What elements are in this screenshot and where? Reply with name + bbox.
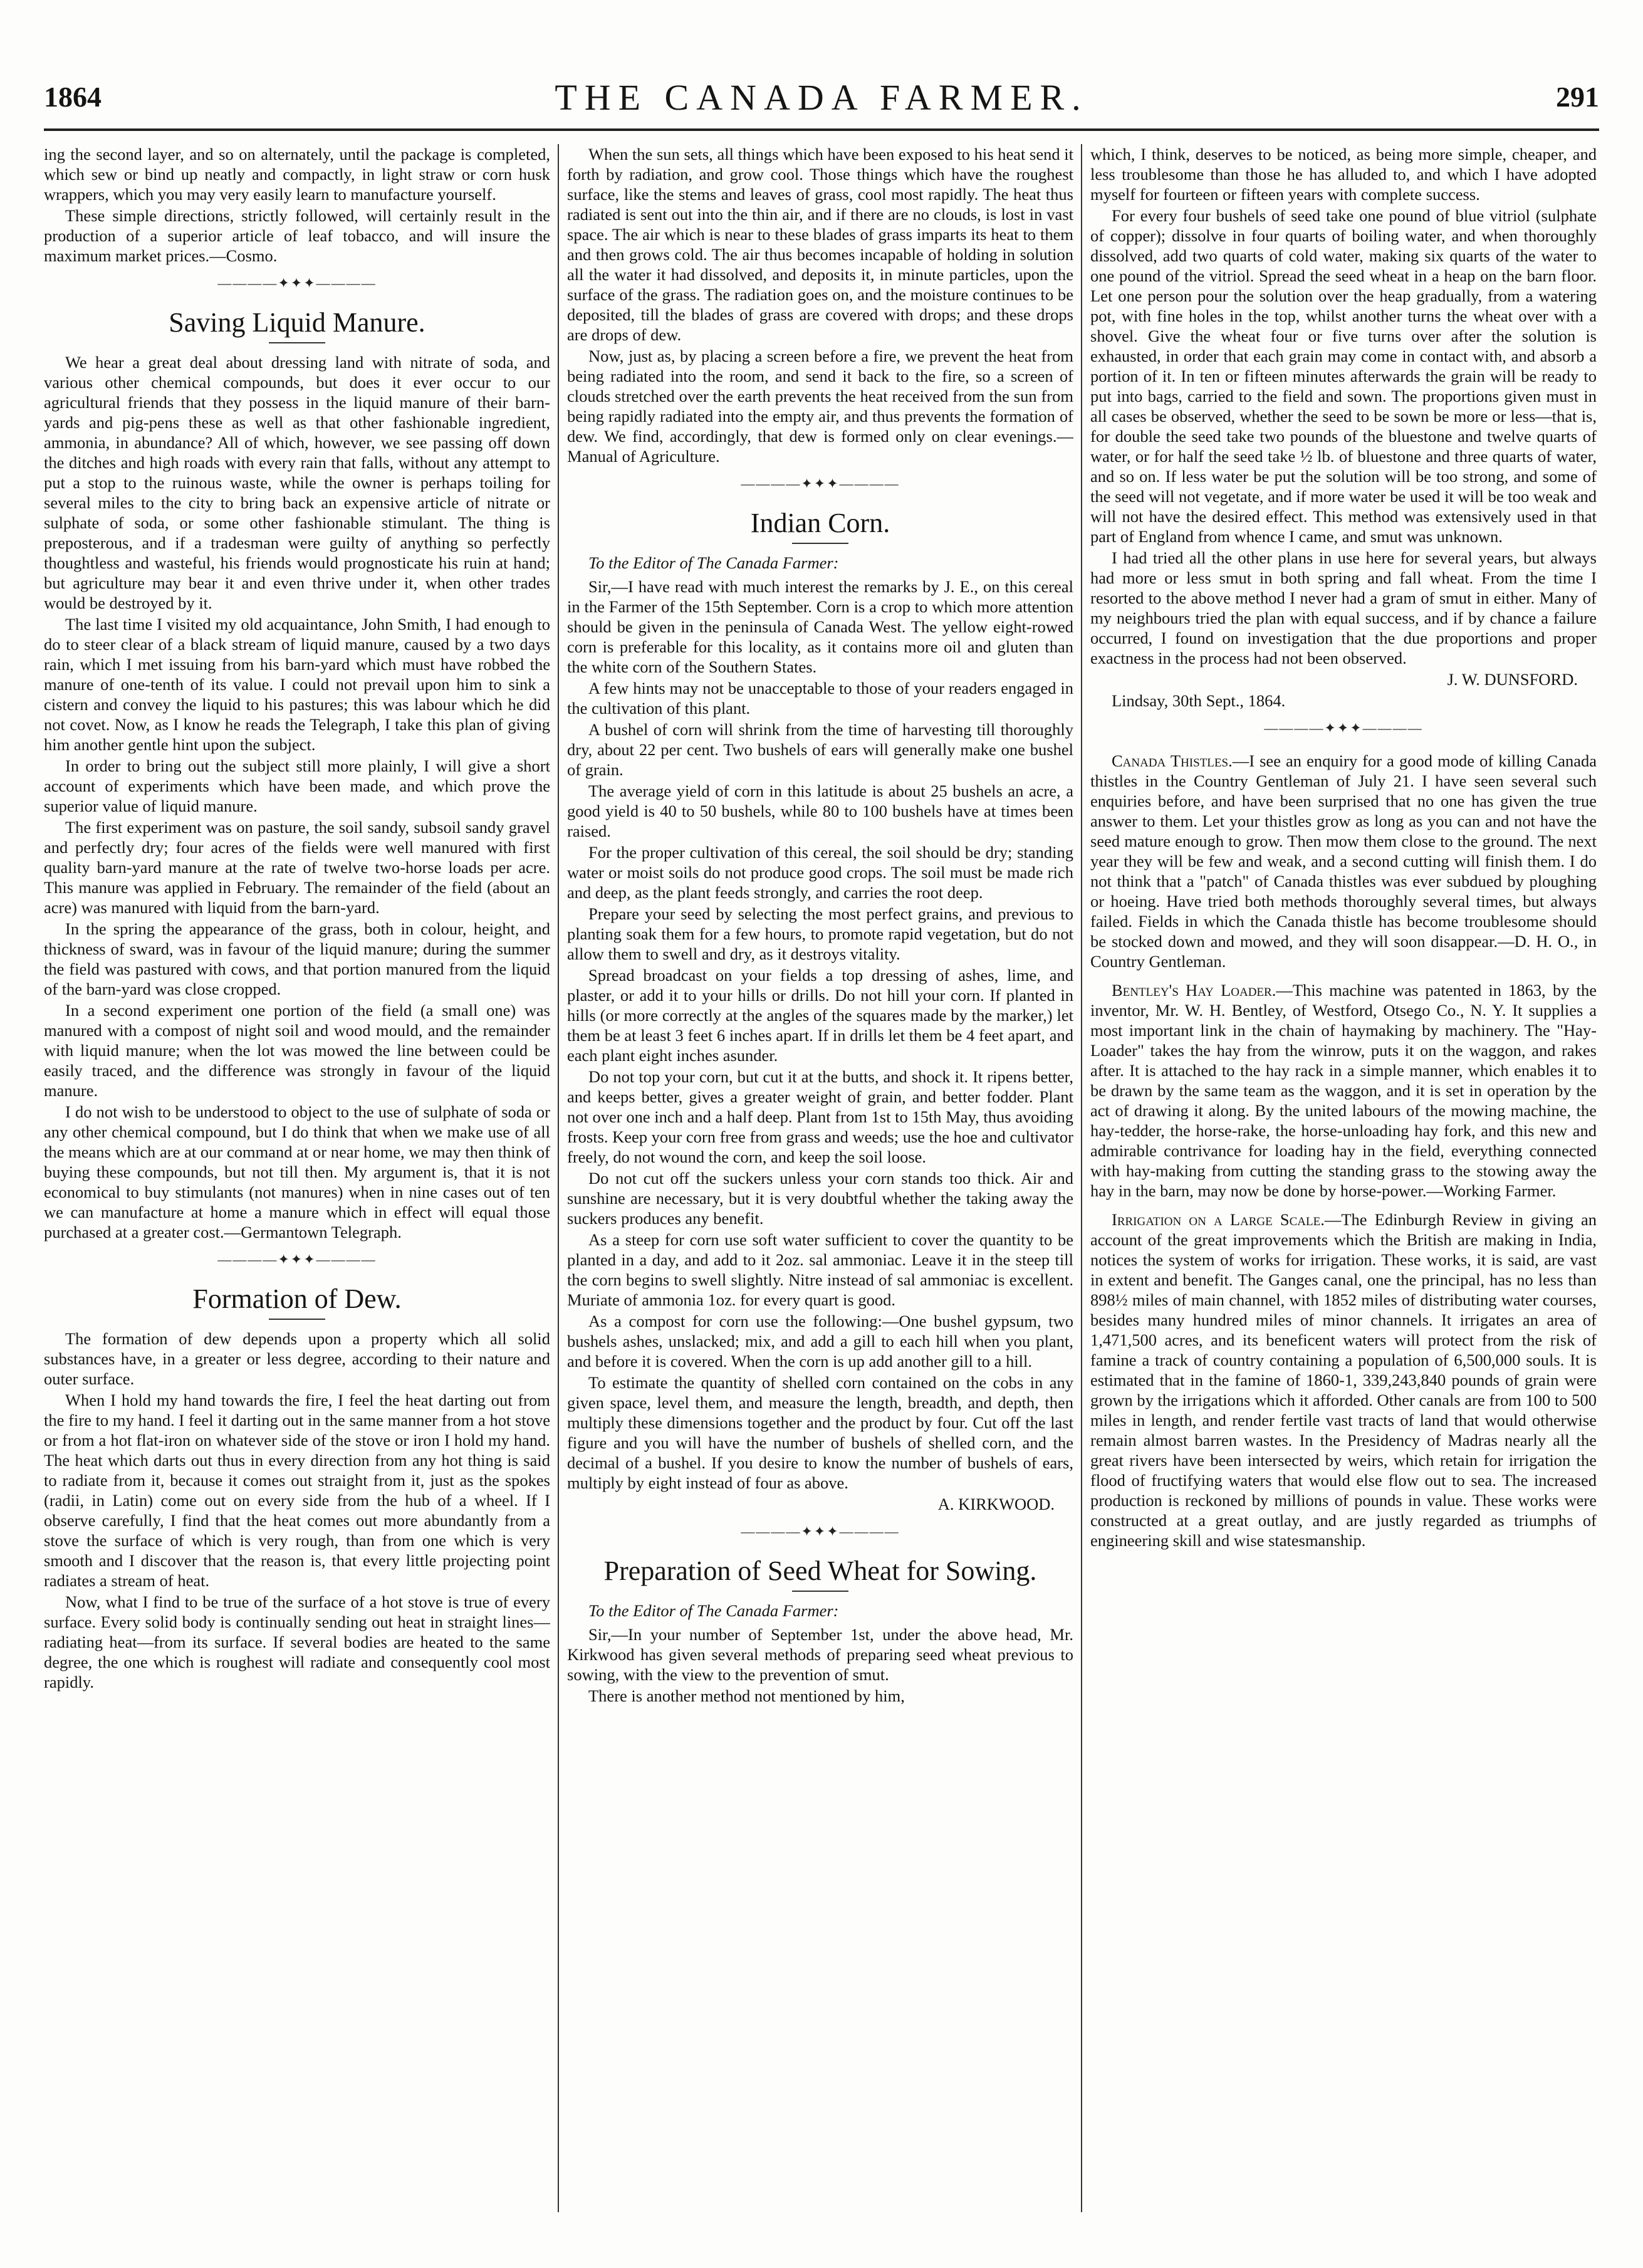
masthead-title: THE CANADA FARMER. (555, 77, 1088, 118)
column-2 (567, 144, 1073, 2231)
news-item-paragraph (1090, 1210, 1597, 1550)
news-item-hay-loader (1090, 980, 1597, 1201)
section-ornament: ――――✦✦✦―――― (741, 1523, 900, 1539)
paragraph: I had tried all the other plans in use here for several years, but always had more or less smut in both spring and fall wheat. From the time I resorted to the above method I never had a gram of smut in either. Many of my neighbours tried the plan with equal success, and if by chance a failure occurred, I found on investigation that the due proportions and proper exactness in the process had not been observed. (1090, 548, 1597, 667)
page-header (44, 74, 1599, 124)
article-heading: Saving Liquid Manure. (169, 307, 425, 338)
news-item-irrigation (1090, 1210, 1597, 1550)
column-divider (1081, 144, 1082, 2212)
paragraph: Prepare your seed by selecting the most perfect grains, and previous to planting soak them for a few hours, to promote rapid vegetation, but do not allow them to swell and dry, as it destroys vitality. (567, 904, 1073, 963)
section-ornament: ――――✦✦✦―――― (1264, 720, 1423, 736)
dew-article (44, 1329, 550, 1692)
news-item-text: —This machine was patented in 1863, by the inventor, Mr. W. H. Bentley, of Westford, Otsego Co., N. Y. It supplies a most important link in the chain of haymaking by machinery. The "Hay-Loader" takes the hay from the winrow, puts it on the waggon, and rakes after. It is attached to the hay rack in a simple manner, which enables it to be drawn by the same team as the waggon, and it is set in operation by the act of drawing it along. By the united labours of the mowing machine, the hay-tedder, the horse-rake, the horse-unloading hay fork, and this new and admirable contrivance for loading hay in the field, everything connected with hay-making from cutting the standing grass to the stowing away the hay in the barn, may now be done by horse-power.—Working Farmer. (1090, 981, 1597, 1200)
paragraph: For every four bushels of seed take one pound of blue vitriol (sulphate of copper); dissolve in four quarts of boiling water, and when thoroughly dissolved, add two quarts of cold water, making six quarts of the water to one pound of the vitriol. Spread the seed wheat in a heap on the barn floor. Let one person pour the solution over the heap gradually, from a watering pot, with fine holes in the top, whilst another turns the wheat over with a shovel. Give the wheat four or five turns over after the solution is exhausted, in order that each grain may come in contact with, and absorb a portion of it. In ten or fifteen minutes afterwards the grain will be ready to put into bags, carried to the field and sown. The proportions given must in all cases be observed, whether the seed to be sown be more or less—that is, for double the seed take two pounds of the bluestone and twelve quarts of water, or for half the seed take ½ lb. of bluestone and three quarts of water, and so on. If less water be put the solution will be too strong, and some of the seed will not vegetate, and if more water be used it will be too weak and will not have the desired effect. This method was extensively used in that part of England from whence I came, and smut was unknown. (1090, 206, 1597, 546)
paragraph: As a compost for corn use the following:—One bushel gypsum, two bushels ashes, unslacked; mix, and add a gill to each hill when you plant, and before it is covered. When the corn is up add another gill to a hill. (567, 1312, 1073, 1371)
letter-salutation: To the Editor of The Canada Farmer: (588, 553, 839, 572)
heading-rule (792, 543, 848, 544)
paragraph: There is another method not mentioned by him, (588, 1686, 905, 1705)
news-item-lead: Canada Thistles. (1112, 751, 1233, 770)
paragraph: ing the second layer, and so on alternately, until the package is completed, which sew or bind up neatly and compactly, in light straw or corn husk wrappers, which you may very easily learn to manufacture yourself. (44, 145, 550, 204)
column-3 (1090, 144, 1597, 2231)
paragraph: Spread broadcast on your fields a top dressing of ashes, lime, and plaster, or add it to your hills or drills. Do not hill your corn. If planted in hills (or more correctly at the angles of the squares made by the marker,) let them be at least 3 feet 6 inches apart. If in drills let them be 4 feet apart, and each plant eight inches asunder. (567, 966, 1073, 1065)
heading-rule (269, 342, 325, 343)
paragraph: In the spring the appearance of the grass, both in colour, height, and thickness of sward, was in favour of the liquid manure; during the summer the field was pastured with cows, and that portion manured from the liquid of the barn-yard was close cropped. (44, 919, 550, 998)
paragraph: In order to bring out the subject still more plainly, I will give a short account of experiments which have been made, and which prove the superior value of liquid manure. (44, 756, 550, 815)
heading-rule (792, 1591, 848, 1592)
article-heading: Preparation of Seed Wheat for Sowing. (603, 1555, 1037, 1586)
page-number: 291 (1556, 81, 1599, 113)
paragraph: Sir,—I have read with much interest the remarks by J. E., on this cereal in the Farmer of the 15th September. Corn is a crop to which more attention should be given in the peninsula of Canada West. The yellow eight-rowed corn is preferable for this locality, as it contains more oil and gluten than the white corn of the Southern States. (567, 577, 1073, 676)
header-rule (44, 128, 1599, 131)
indian-corn-article (567, 577, 1073, 1514)
paragraph: We hear a great deal about dressing land with nitrate of soda, and various other chemical compounds, but does it ever occur to our agricultural friends that they possess in the liquid manure of their barn-yards and pig-pens these as well as that other fashionable ingredient, ammonia, in abundance? All of which, however, we see passing off down the ditches and high roads with every rain that falls, without any attempt to put a stop to the ruinous waste, while the owner is perhaps toiling for several miles to the city to bring back an expensive article of nitrate or sulphate of soda, or some other fashionable stimulant. The thing is preposterous, and if a tradesman were guilty of anything so perfectly thoughtless and wasteful, his friends would prognosticate his ruin at hand; but agriculture may bear it and even thrive under it, when other trades would be destroyed by it. (44, 353, 550, 612)
paragraph: As a steep for corn use soft water sufficient to cover the quantity to be planted in a day, and add to it 2oz. sal ammoniac. Leave it in the steep till the corn begins to swell slightly. Nitre instead of sal ammoniac is excellent. Muriate of ammonia 1oz. for every quart is good. (567, 1230, 1073, 1309)
paragraph: The formation of dew depends upon a property which all solid substances have, in a greater or less degree, according to their nature and outer surface. (44, 1329, 550, 1388)
paragraph: Now, just as, by placing a screen before a fire, we prevent the heat from being radiated into the room, and send it back to the fire, so a screen of clouds stretched over the earth prevents the heat received from the sun from being rapidly radiated into the empty air, and thus prevents the formation of dew. We find, accordingly, that dew is formed only on clear evenings.—Manual of Agriculture. (567, 347, 1073, 466)
news-item-lead: Irrigation on a Large Scale. (1112, 1210, 1325, 1229)
paragraph: I do not wish to be understood to object to the use of sulphate of soda or any other chemical compound, but I do think that when we make use of all the means which are at our command at or near home, we may then think of buying these compounds, but not till then. My argument is, that it is not economical to buy stimulants (not manures) when in nine cases out of ten we can manufacture at home a manure which in effect will equal those purchased at a greater cost.—Germantown Telegraph. (44, 1102, 550, 1241)
author-signature: J. W. DUNSFORD. (1447, 670, 1578, 689)
liquid-manure-article (44, 352, 550, 1242)
dew-article-continued (567, 144, 1073, 466)
section-ornament: ――――✦✦✦―――― (741, 476, 900, 491)
paragraph: Now, what I find to be true of the surface of a hot stove is true of every surface. Every solid body is continually sending out heat in straight lines—radiating heat—from its surface. If several bodies are heated to the same degree, the one which is roughest will radiate and consequently cool most rapidly. (44, 1592, 550, 1691)
paragraph: These simple directions, strictly followed, will certainly result in the production of a superior article of leaf tobacco, and will insure the maximum market prices.—Cosmo. (44, 206, 550, 265)
news-item-paragraph (1090, 751, 1597, 971)
paragraph: A bushel of corn will shrink from the time of harvesting till thoroughly dry, about 22 per cent. Two bushels of ears will generally make one bushel of grain. (567, 720, 1073, 779)
news-item-text: —I see an enquiry for a good mode of killing Canada thistles in the Country Gentleman of July 21. I have seen several such enquiries before, and have been surprised that no one has given the true answer to them. Let your thistles grow as long as you can and not have the seed mature enough to grow. Then mow them close to the ground. The next year they will be few and weak, and a second cutting will finish them. I do not think that a "patch" of Canada thistles was ever subdued by ploughing or hoeing. Have tried both methods thoroughly several times, but always failed. Fields in which the Canada thistle has become troublesome should be stocked down and mowed, and they will soon disappear.—D. H. O., in Country Gentleman. (1090, 751, 1597, 971)
news-item-text: —The Edinburgh Review in giving an account of the great improvements which the British are making in India, notices the system of works for irrigation. These works, it is said, are vast in extent and benefit. The Ganges canal, one the principal, has no less than 898½ miles of main channel, with 1852 miles of distributing water courses, besides many hundred miles of minor channels. It irrigates an area of 1,471,500 acres, and its beneficent waters will protect from the risk of famine a track of country containing a population of 6,500,000 souls. It is estimated that in the famine of 1860-1, 339,243,840 pounds of grain were grown by the irrigations which it afforded. Other canals are from 100 to 500 miles in length, and render fertile vast tracts of land that would otherwise remain almost barren wastes. In the Presidency of Madras nearly all the great rivers have been intersected by weirs, which retain for irrigation the flood of fructifying waters that would else flow out to sea. The increased production is reckoned by millions of pounds in value. These works were constructed at a great outlay, and are justly regarded as triumphs of engineering skill and wise statesmanship. (1090, 1210, 1597, 1550)
author-signature: A. KIRKWOOD. (937, 1495, 1055, 1513)
paragraph: The average yield of corn in this latitude is about 25 bushels an acre, a good yield is 40 to 50 bushels, while 80 to 100 bushels have at times been raised. (567, 781, 1073, 840)
paragraph: Do not top your corn, but cut it at the butts, and shock it. It ripens better, and keeps better, gives a greater weight of grain, and better fodder. Plant not over one inch and a half deep. Plant from 1st to 15th May, thus avoiding frosts. Keep your corn free from grass and weeds; use the hoe and cultivator freely, do not wound the corn, and keep the soil loose. (567, 1067, 1073, 1166)
issue-year: 1864 (44, 81, 102, 113)
article-heading: Formation of Dew. (192, 1283, 402, 1314)
paragraph: To estimate the quantity of shelled corn contained on the cobs in any given space, level them, and measure the length, breadth, and depth, then multiply these dimensions together and the product by four. Cut off the last figure and you will have the number of bushels of shelled corn, and the decimal of a bushel. If you desire to know the number of bushels of ears, multiply by eight instead of four as above. (567, 1373, 1073, 1492)
paragraph: In a second experiment one portion of the field (a small one) was manured with a compost of night soil and wood mould, and the remainder with liquid manure; when the lot was mowed the line between could be easily traced, and the difference was strongly in favour of the liquid manure. (44, 1001, 550, 1100)
paragraph: Sir,—In your number of September 1st, under the above head, Mr. Kirkwood has given several methods of preparing seed wheat previous to sowing, with the view to the prevention of smut. (567, 1625, 1073, 1684)
tobacco-article-end (44, 144, 550, 266)
seed-wheat-article (567, 1624, 1073, 1706)
letter-dateline: Lindsay, 30th Sept., 1864. (1112, 691, 1286, 710)
column-divider (558, 144, 559, 2212)
paragraph: When the sun sets, all things which have been exposed to his heat send it forth by radiation, and grow cool. Those things which have the roughest surface, like the stems and leaves of grass, cool most rapidly. The heat thus radiated is sent out into the thin air, and if there are no clouds, is lost in vast space. The air which is near to these blades of grass imparts its heat to them and then grows cold. The air thus becomes incapable of holding in solution all the water it had dissolved, and deposits it, in minute particles, upon the surface of the grass. The radiation goes on, and the moisture continues to be deposited, till the blades of grass are covered with drops; and these drops are drops of dew. (567, 145, 1073, 344)
seed-wheat-article-continued (1090, 144, 1597, 711)
section-ornament: ――――✦✦✦―――― (217, 275, 377, 291)
news-item-paragraph (1090, 980, 1597, 1201)
heading-rule (269, 1319, 325, 1320)
letter-salutation: To the Editor of The Canada Farmer: (588, 1601, 839, 1620)
paragraph: The first experiment was on pasture, the soil sandy, subsoil sandy gravel and perfectly dry; four acres of the fields were well manured with first quality barn-yard manure at the rate of twelve two-horse loads per acre. This manure was applied in February. The remainder of the field (about an acre) was manured with liquid from the barn-yard. (44, 818, 550, 917)
paragraph: which, I think, deserves to be noticed, as being more simple, cheaper, and less troublesome than those he has alluded to, and which I have adopted myself for fourteen or fifteen years with complete success. (1090, 145, 1597, 204)
column-1 (44, 144, 550, 2231)
paragraph: For the proper cultivation of this cereal, the soil should be dry; standing water or moist soils do not produce good crops. The soil must be made rich and deep, as the plant feeds strongly, and carries the root deep. (567, 843, 1073, 902)
article-heading: Indian Corn. (750, 508, 890, 538)
paragraph: A few hints may not be unacceptable to those of your readers engaged in the cultivation of this plant. (567, 679, 1073, 718)
paragraph: Do not cut off the suckers unless your corn stands too thick. Air and sunshine are necessary, but it is very doubtful whether the taking away the suckers produces any benefit. (567, 1169, 1073, 1228)
paragraph: The last time I visited my old acquaintance, John Smith, I had enough to do to steer clear of a black stream of liquid manure, caused by a two days rain, which I met issuing from his barn-yard which must have robbed the manure of one-tenth of its value. I could not prevail upon him to sink a cistern and convey the liquid to his pastures; this was labour which he did not covet. Now, as I know he reads the Telegraph, I take this plan of giving him another gentle hint upon the subject. (44, 615, 550, 754)
paragraph: When I hold my hand towards the fire, I feel the heat darting out from the fire to my hand. I feel it darting out in the same manner from a hot stove or from a hot flat-iron on whatever side of the stove or iron I hold my hand. The heat which darts out thus in every direction from any hot thing is said to radiate from it, because it comes out straight from it, just as the spokes (radii, in Latin) come out on every side from the hub of a wheel. If I observe carefully, I find that the heat comes out more abundantly from a stove the surface of which is very rough, than from one which is very smooth and I discover that the reason is, that every little projecting point radiates a stream of heat. (44, 1391, 550, 1590)
news-item-lead: Bentley's Hay Loader. (1112, 981, 1276, 1000)
news-item-thistles (1090, 751, 1597, 971)
section-ornament: ――――✦✦✦―――― (217, 1252, 377, 1267)
